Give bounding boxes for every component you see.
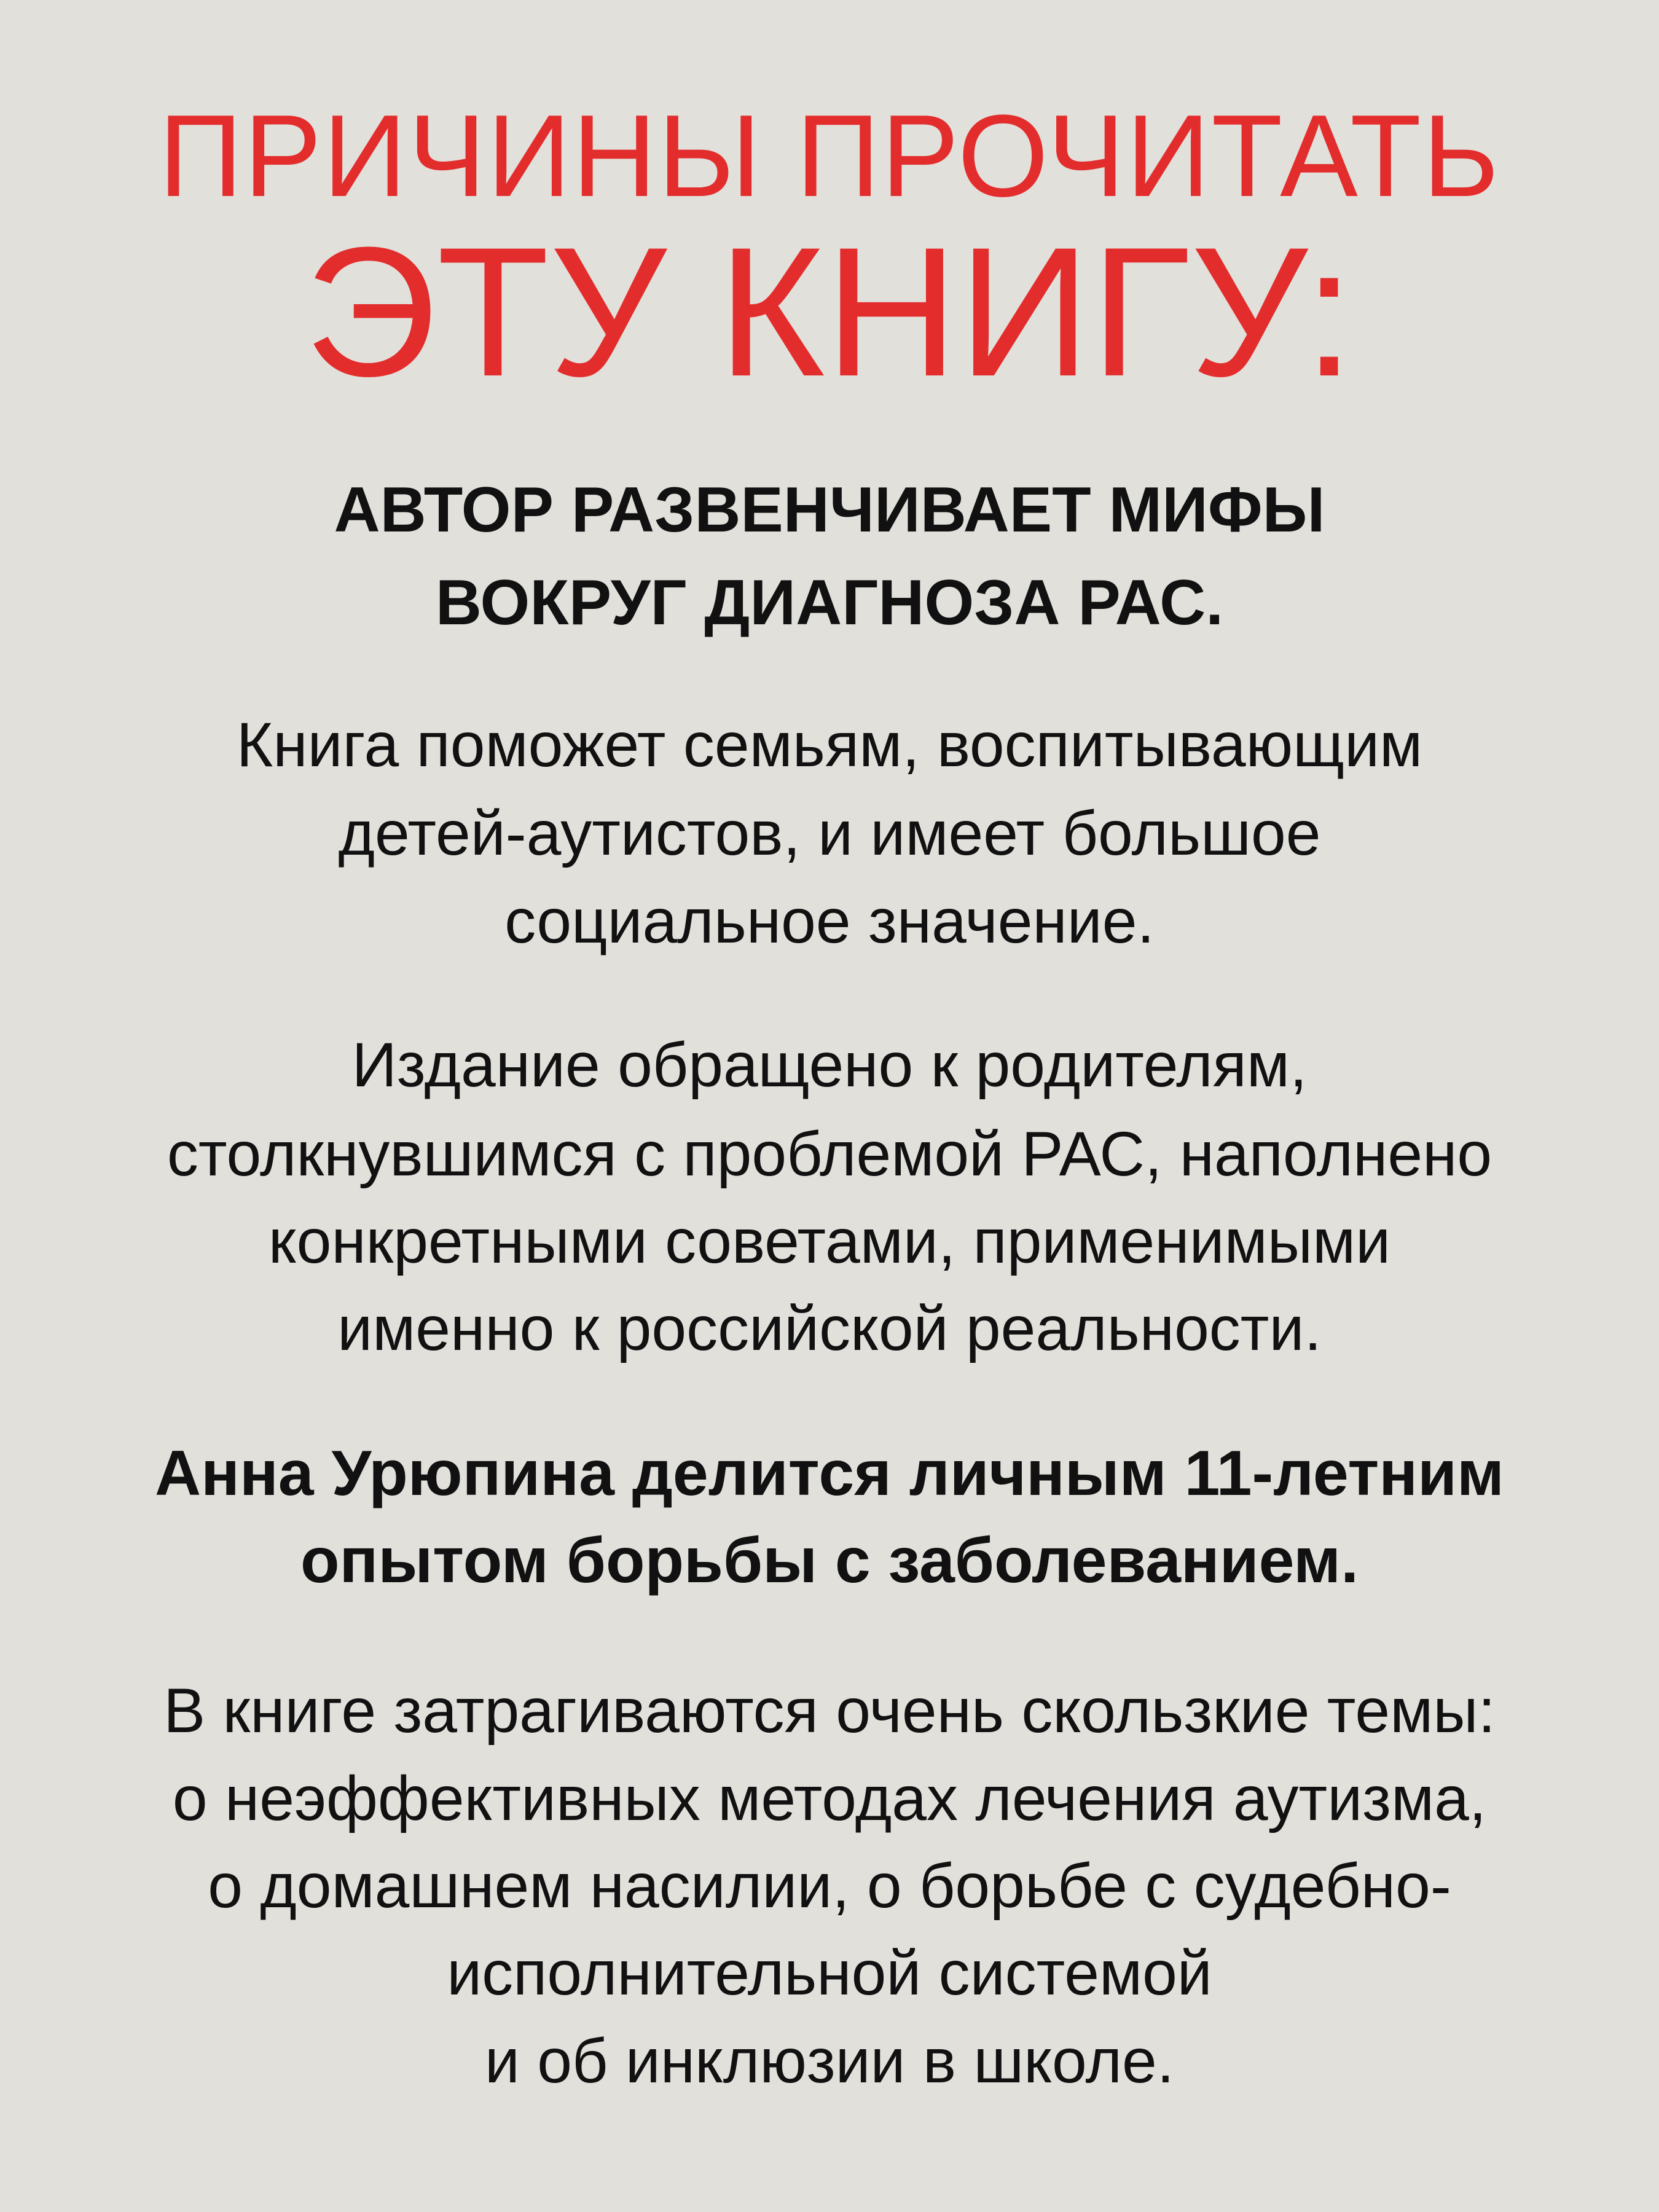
paragraph-3-line: и об инклюзии в школе. [484, 2026, 1175, 2096]
heading-2-line: опытом борьбы с заболеванием. [300, 1525, 1359, 1596]
paragraph-2-line: конкретными советами, применимыми [268, 1206, 1391, 1276]
title-line-1: ПРИЧИНЫ ПРОЧИТАТЬ [159, 91, 1500, 221]
paragraph-1-line: Книга поможет семьям, воспитывающим [236, 710, 1423, 780]
paragraph-3-line: о домашнем насилии, о борьбе с судебно- [208, 1851, 1451, 1921]
title-line-2: ЭТУ КНИГУ: [304, 208, 1355, 415]
paragraph-3-line: В книге затрагиваются очень скользкие темы: [163, 1676, 1496, 1746]
paragraph-2-line: именно к российской реальности. [337, 1293, 1322, 1363]
heading-2-line: Анна Урюпина делится личным 11-летним [155, 1438, 1504, 1509]
heading-1-line: АВТОР РАЗВЕНЧИВАЕТ МИФЫ [334, 474, 1325, 546]
paragraph-3-line: исполнительной системой [447, 1938, 1212, 2008]
paragraph-1-line: социальное значение. [504, 886, 1155, 956]
paragraph-2-line: столкнувшимся с проблемой РАС, наполнено [167, 1119, 1492, 1189]
heading-1-line: ВОКРУГ ДИАГНОЗА РАС. [435, 567, 1224, 638]
paragraph-3-line: о неэффективных методах лечения аутизма, [172, 1763, 1487, 1834]
paragraph-1-line: детей-аутистов, и имеет большое [338, 798, 1321, 868]
paragraph-2-line: Издание обращено к родителям, [351, 1030, 1308, 1100]
